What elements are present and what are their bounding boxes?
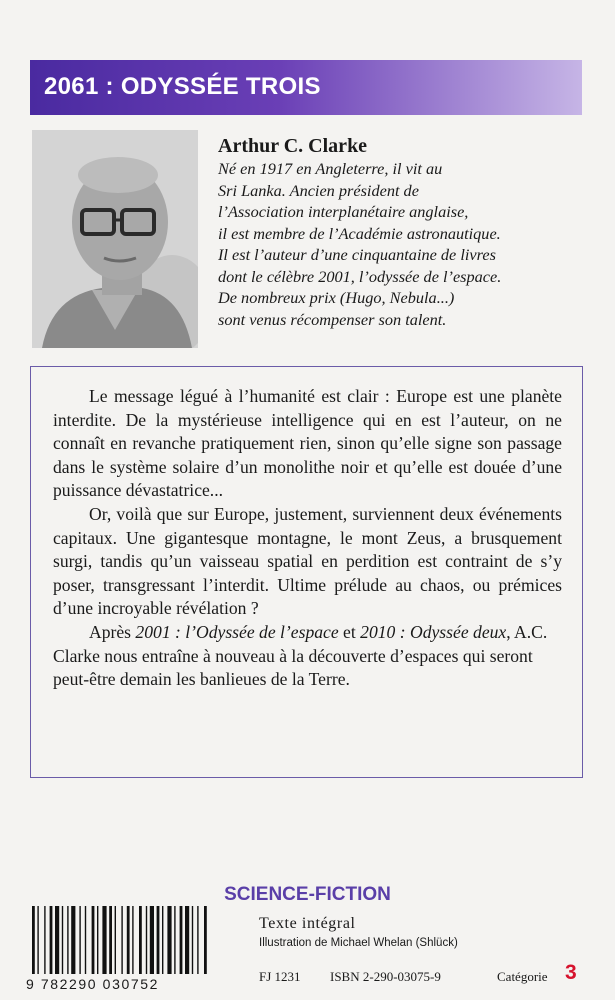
- title-bar: [30, 60, 582, 115]
- genre-label: SCIENCE-FICTION: [224, 884, 391, 905]
- barcode-number: 9 782290 030752: [26, 976, 159, 992]
- book-title: 2061 : ODYSSÉE TROIS: [44, 73, 321, 100]
- author-name: Arthur C. Clarke: [218, 135, 368, 157]
- summary-paragraph: Or, voilà que sur Europe, justement, surviennent deux événements capitaux. Une gigantesque montagne, le mont Zeus, a brusquement surgi, tandis qu’un vaisseau spatial en perdition est contraint de s’y poser, transgressant l’interdit. Ultime prélude au chaos, ou prémices d’une incroyable révélation ?: [53, 503, 562, 619]
- category-label: Catégorie: [497, 969, 548, 984]
- bio-line: Né en 1917 en Angleterre, il vit au: [218, 159, 443, 178]
- bio-line: Il est l’auteur d’une cinquantaine de livres: [218, 245, 496, 264]
- illustration-credit: Illustration de Michael Whelan (Shlück): [259, 937, 458, 949]
- bio-line: il est membre de l’Académie astronautique.: [218, 223, 501, 243]
- author-bio: [218, 158, 598, 330]
- bio-line: l’Association interplanétaire anglaise,: [218, 202, 469, 221]
- author-photo: [32, 130, 198, 348]
- summary-paragraph: Après 2001 : l’Odyssée de l’espace et 2010 : Odyssée deux, A.C. Clarke nous entraîne à nouveau à la découverte d’espaces qui seront peut-être demain les banlieues de la Terre.: [53, 621, 548, 690]
- author-portrait-image: [32, 130, 198, 348]
- edition-label: Texte intégral: [259, 915, 356, 932]
- summary-box: [30, 366, 583, 778]
- bio-line: dont le célèbre 2001, l’odyssée de l’espace.: [218, 266, 502, 286]
- bio-line: De nombreux prix (Hugo, Nebula...): [218, 288, 455, 307]
- barcode-image: [30, 906, 240, 978]
- category-number: 3: [565, 961, 577, 984]
- bio-line: sont venus récompenser son talent.: [218, 309, 447, 329]
- isbn: ISBN 2-290-03075-9: [330, 969, 441, 984]
- bio-line: Sri Lanka. Ancien président de: [218, 180, 419, 200]
- summary-paragraph: Le message légué à l’humanité est clair : Europe est une planète interdite. De la mystérieuse intelligence qui en est l’auteur, on ne connaît en revanche pratiquement rien, sinon qu’elle signe son passage dans le système solaire d’un monolithe noir et qu’elle est douée d’une puissance dévastatrice...: [53, 386, 562, 501]
- collection-code: FJ 1231: [259, 969, 301, 984]
